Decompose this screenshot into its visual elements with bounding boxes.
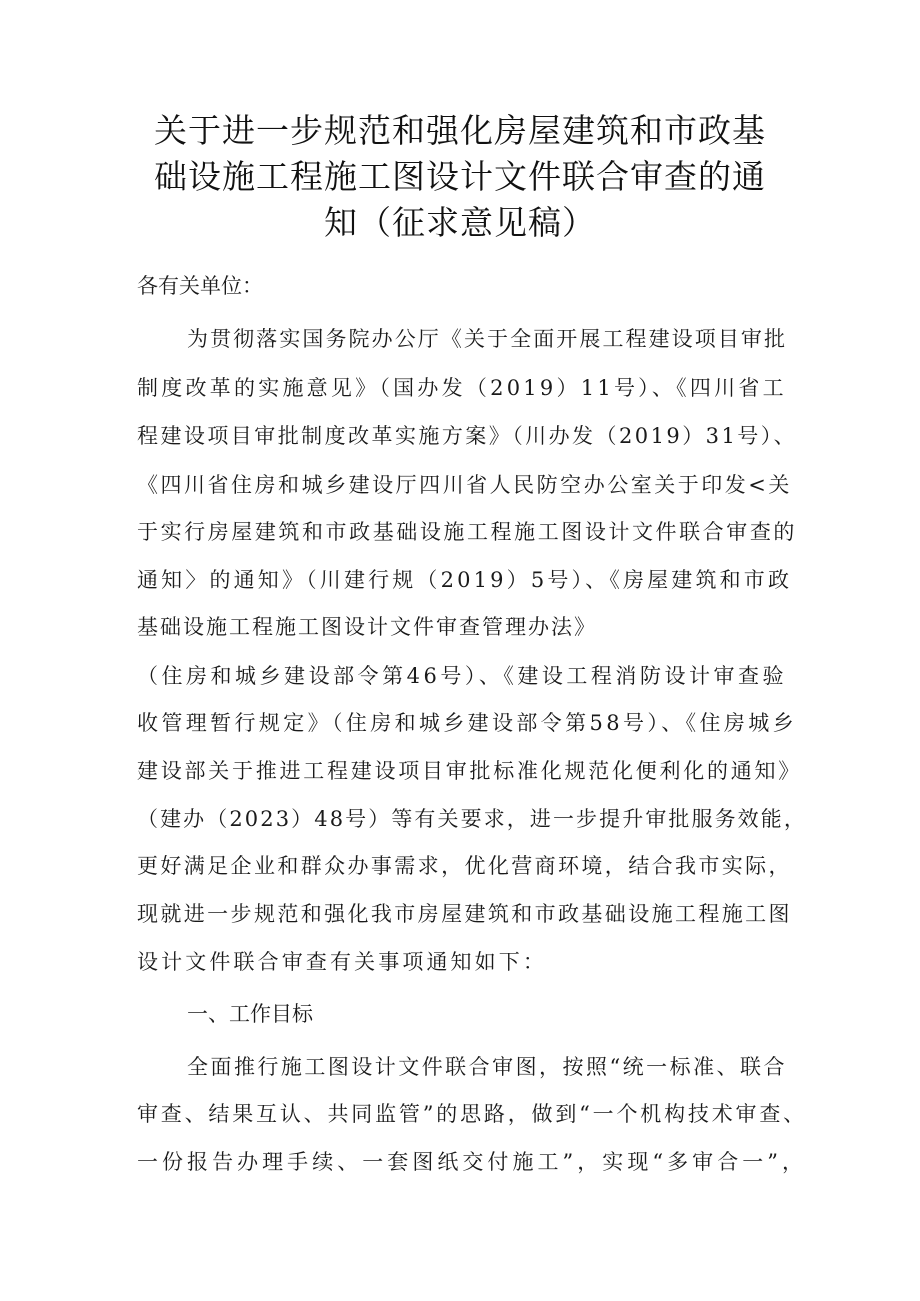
section-line: 全面推行施工图设计文件联合审图，按照“统一标准、联合 (187, 1055, 787, 1079)
body-line: （建办（2023）48号）等有关要求，进一步提升审批服务效能， (137, 807, 807, 831)
body-line: 设计文件联合审查有关事项通知如下： (137, 950, 548, 974)
section-line: 审查、结果互认、共同监管”的思路，做到“一个机构技术审查、 (137, 1102, 807, 1126)
body-line: 建设部关于推进工程建设项目审批标准化规范化便利化的通知》 (137, 759, 802, 783)
document-title-line-2: 础设施工程施工图设计文件联合审查的通 (154, 157, 766, 196)
body-line: 通知〉的通知》（川建行规（2019）5号）、《房屋建筑和市政 (137, 568, 793, 592)
body-line: 为贯彻落实国务院办公厅《关于全面开展工程建设项目审批 (187, 327, 788, 351)
body-line: （住房和城乡建设部令第46号）、《建设工程消防设计审查验 (137, 664, 787, 688)
section-heading: 一、工作目标 (187, 1002, 313, 1026)
section-line: 一份报告办理手续、一套图纸交付施工”，实现“多审合一”， (137, 1150, 808, 1174)
body-line: 收管理暂行规定》（住房和城乡建设部令第58号）、《住房城乡 (137, 711, 797, 735)
body-line: 《四川省住房和城乡建设厅四川省人民防空办公室关于印发<关 (137, 473, 792, 497)
body-line: 更好满足企业和群众办事需求，优化营商环境，结合我市实际， (137, 854, 792, 878)
salutation: 各有关单位： (137, 274, 263, 298)
document-title-line-3: 知（征求意见稿） (324, 203, 596, 242)
body-line: 制度改革的实施意见》（国办发（2019）11号）、《四川省工 (137, 376, 787, 400)
body-line: 现就进一步规范和强化我市房屋建筑和市政基础设施工程施工图 (137, 902, 792, 926)
document-title-line-1: 关于进一步规范和强化房屋建筑和市政基 (154, 111, 766, 150)
body-line: 于实行房屋建筑和市政基础设施工程施工图设计文件联合审查的 (137, 520, 797, 544)
body-line: 程建设项目审批制度改革实施方案》（川办发（2019）31号）、 (137, 424, 798, 448)
body-line: 基础设施工程施工图设计文件审查管理办法》 (137, 615, 597, 639)
